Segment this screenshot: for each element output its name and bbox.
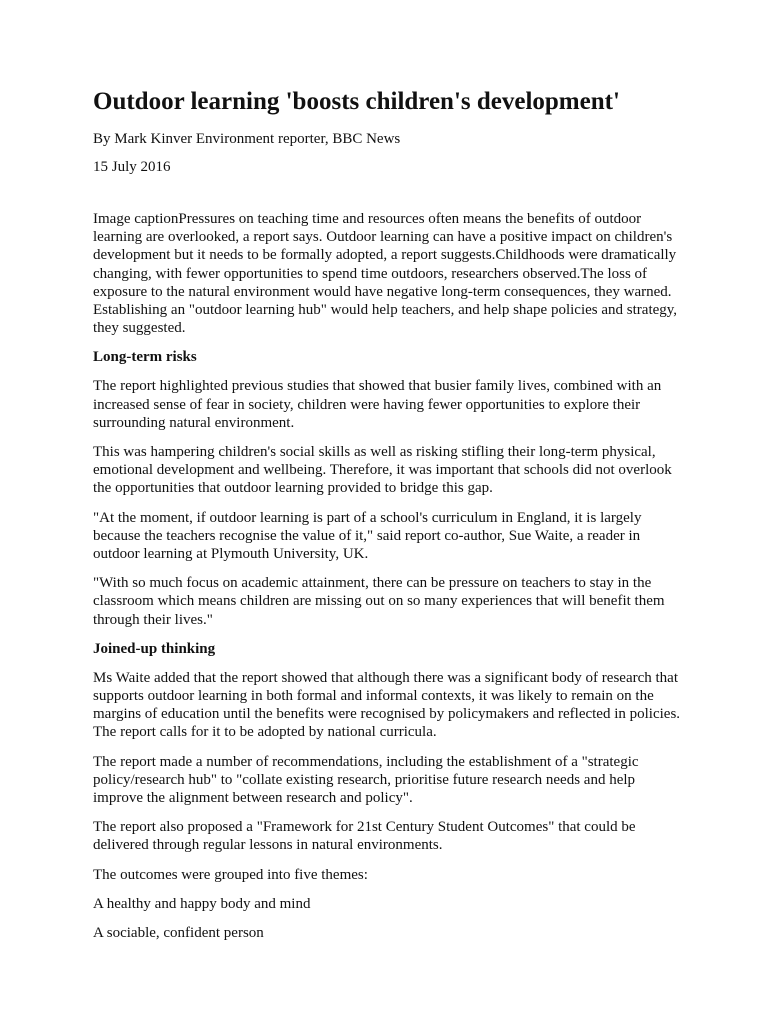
intro-paragraph: Image captionPressures on teaching time and resources often means the benefits of outdoor learning are overlooked, a report says. Outdoor learning can have a positive impact on children's development but it needs to be formally adopted, a report suggests.Childhoods were dramatically changing, with fewer opportunities to spend time outdoors, researchers observed.The loss of exposure to the natural environment would have negative long-term consequences, they warned. Establishing an "outdoor learning hub" would help teachers, and help shape policies and strategy, they suggested.: [93, 211, 678, 337]
paragraph: The report highlighted previous studies that showed that busier family lives, combined with an increased sense of fear in society, children were having fewer opportunities to explore their surrounding natural environment.: [93, 378, 662, 431]
paragraph: This was hampering children's social skills as well as risking stifling their long-term physical, emotional development and wellbeing. Therefore, it was important that schools did not overlook the opportunities that outdoor learning provided to bridge this gap.: [93, 444, 672, 497]
paragraph: Ms Waite added that the report showed that although there was a significant body of research that supports outdoor learning in both formal and informal contexts, it was likely to remain on the margins of education until the benefits were recognised by policymakers and reflected in policies. The report calls for it to be adopted by national curricula.: [93, 669, 681, 741]
section-heading-joined-up-thinking: Joined-up thinking: [93, 640, 216, 657]
paragraph: "With so much focus on academic attainment, there can be pressure on teachers to stay in the classroom which means children are missing out on so many experiences that will benefit them through their lives.": [93, 575, 665, 628]
paragraph: The report also proposed a "Framework for 21st Century Student Outcomes" that could be delivered through regular lessons in natural environments.: [93, 819, 636, 854]
theme-item: A sociable, confident person: [93, 925, 264, 942]
paragraph: The report made a number of recommendations, including the establishment of a "strategic policy/research hub" to "collate existing research, prioritise future research needs and help improve the alignment between research and policy".: [93, 753, 639, 807]
article-byline: By Mark Kinver Environment reporter, BBC News: [93, 131, 401, 147]
article-date: 15 July 2016: [93, 159, 171, 175]
section-heading-long-term-risks: Long-term risks: [93, 349, 197, 366]
article: [93, 86, 685, 953]
paragraph: The outcomes were grouped into five themes:: [93, 866, 368, 883]
paragraph: "At the moment, if outdoor learning is part of a school's curriculum in England, it is largely because the teachers recognise the value of it," said report co-author, Sue Waite, a reader in outdoor learning at Plymouth University, UK.: [93, 509, 642, 563]
article-title: Outdoor learning 'boosts children's development': [93, 88, 620, 115]
theme-item: A healthy and happy body and mind: [93, 895, 311, 912]
